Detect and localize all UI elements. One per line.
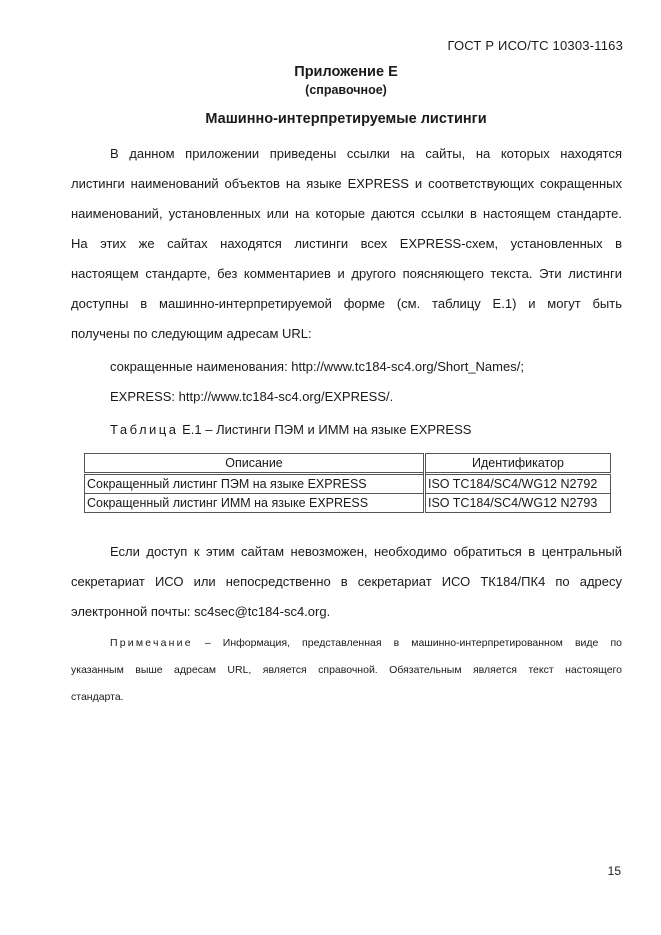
- column-header-description: Описание: [85, 454, 425, 474]
- table-row: [85, 474, 611, 494]
- paragraph-line: электронной почты: sc4sec@tc184-sc4.org.: [71, 604, 331, 619]
- note-text: – Информация, представленная в машинно-интерпретированном виде по: [204, 637, 622, 649]
- paragraph-line: В данном приложении приведены ссылки на сайты, на которых находятся: [110, 146, 622, 161]
- paragraph-line: настоящем стандарте, без комментариев и другого поясняющего текста. Эти листинги: [71, 266, 622, 281]
- table-cell-description: Сокращенный листинг ИММ на языке EXPRESS: [85, 494, 425, 513]
- table-cell-identifier: ISO TC184/SC4/WG12 N2793: [425, 494, 611, 513]
- url-short-names: сокращенные наименования: http://www.tc184-sc4.org/Short_Names/;: [110, 359, 524, 374]
- table-cell-identifier: ISO TC184/SC4/WG12 N2792: [425, 474, 611, 494]
- paragraph-line: получены по следующим адресам URL:: [71, 326, 312, 341]
- url-express: EXPRESS: http://www.tc184-sc4.org/EXPRESS/.: [110, 389, 394, 404]
- table-header-row: [85, 454, 611, 474]
- column-header-identifier: Идентификатор: [425, 454, 611, 474]
- paragraph-intro: [71, 139, 622, 349]
- paragraph-line: секретариат ИСО или непосредственно в секретариат ИСО ТК184/ПК4 по адресу: [71, 574, 622, 589]
- paragraph-line: доступны в машинно-интерпретируемой форме (см. таблицу Е.1) и могут быть: [71, 296, 622, 311]
- note-line: [71, 632, 622, 659]
- listings-table: [84, 453, 611, 513]
- note-block: [71, 632, 622, 713]
- table-caption: [110, 422, 471, 437]
- document-code: ГОСТ Р ИСО/ТС 10303-1163: [447, 38, 623, 53]
- paragraph-contact: [71, 537, 622, 627]
- note-line: стандарта.: [71, 691, 124, 703]
- paragraph-line: листинги наименований объектов на языке EXPRESS и соответствующих сокращенных: [71, 176, 622, 191]
- note-label: Примечание: [110, 637, 193, 649]
- page-number: 15: [607, 864, 621, 878]
- paragraph-line: наименований, установленных или на которые даются ссылки в настоящем стандарте.: [71, 206, 622, 221]
- paragraph-line: На этих же сайтах находятся листинги всех EXPRESS-схем, установленных в: [71, 236, 622, 251]
- table-caption-label: Таблица: [110, 422, 179, 437]
- paragraph-line: Если доступ к этим сайтам невозможен, необходимо обратиться в центральный: [110, 544, 622, 559]
- appendix-title: Приложение Е: [294, 64, 398, 80]
- table-cell-description: Сокращенный листинг ПЭМ на языке EXPRESS: [85, 474, 425, 494]
- appendix-subtitle: (справочное): [305, 83, 387, 97]
- section-title: Машинно-интерпретируемые листинги: [205, 111, 487, 127]
- table-caption-text: Е.1 – Листинги ПЭМ и ИММ на языке EXPRESS: [182, 422, 472, 437]
- note-line: указанным выше адресам URL, является справочной. Обязательным является текст настоящего: [71, 664, 622, 676]
- table-row: [85, 494, 611, 513]
